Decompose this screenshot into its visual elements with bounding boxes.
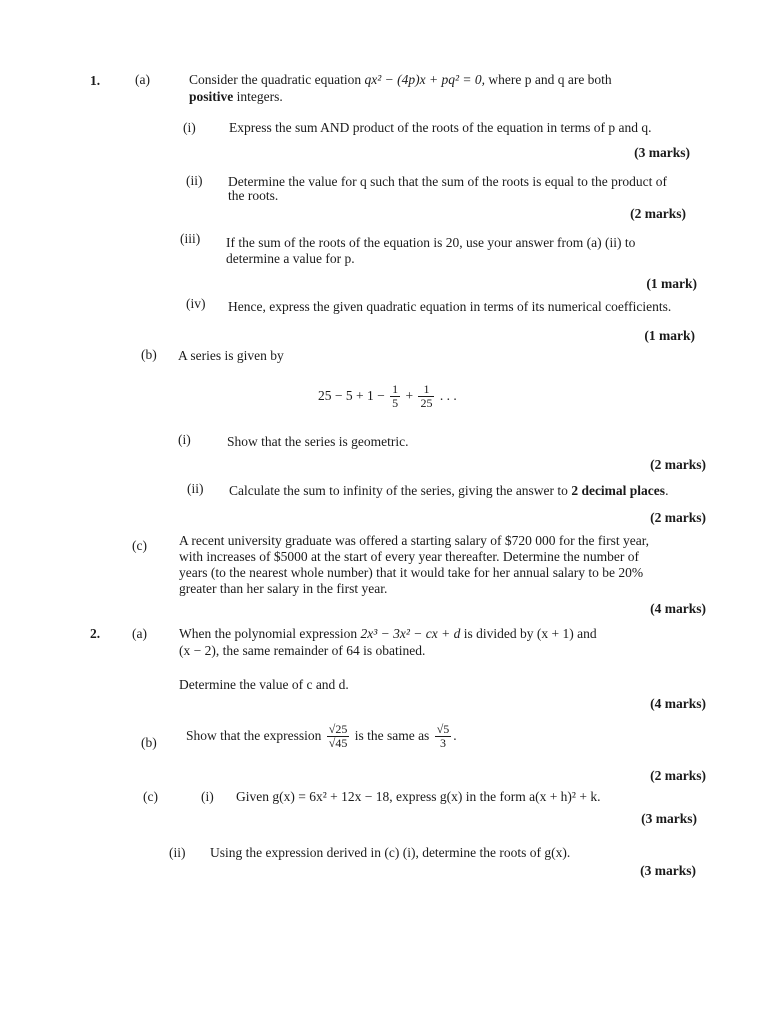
q1a-i-marks: (3 marks)	[634, 145, 690, 160]
q1a-ii-text-line1: Determine the value for q such that the sum of the roots is equal to the product of	[228, 174, 668, 189]
q1a-ii-text-line2: the roots.	[228, 188, 279, 203]
q2b-text-end: .	[453, 728, 457, 744]
q2b-label: (b)	[141, 735, 157, 750]
q2b-fraction-2: $\frac{√5}{3}$	[436, 722, 450, 750]
q1b-ii-marks: (2 marks)	[650, 510, 706, 525]
q2b-fraction-1: $\frac{√25}{√45}$	[328, 722, 348, 750]
q1b-label: (b)	[141, 347, 157, 362]
q1c-marks: (4 marks)	[650, 601, 706, 616]
q1b-i-label: (i)	[178, 432, 191, 447]
q1a-intro-text: Consider the quadratic equation	[189, 72, 362, 87]
q2a-line1-end: is divided by (x + 1) and	[463, 626, 597, 641]
q1a-iii-text-line1: If the sum of the roots of the equation is 20, use your answer from (a) (ii) to	[226, 235, 636, 250]
q1a-intro	[189, 72, 704, 88]
q1a-iv-text: Hence, express the given quadratic equation in terms of its numerical coefficients.	[228, 299, 672, 314]
series-fraction-1: $\frac{1}{5}$	[392, 382, 399, 410]
q1a-iv-marks: (1 mark)	[644, 328, 695, 343]
question-1-number: 1.	[90, 73, 101, 88]
q2b-text-mid: is the same as	[354, 728, 430, 744]
series-start: 25 − 5 + 1 −	[318, 388, 385, 404]
q1c-line3: years (to the nearest whole number) that it would take for her annual salary to be 20%	[179, 565, 644, 580]
q1c-line4: greater than her salary in the first year.	[179, 581, 388, 596]
q2c-label: (c)	[143, 789, 158, 804]
q1a-i-label: (i)	[183, 120, 196, 135]
q1a-intro-end: integers.	[236, 89, 283, 104]
series-ellipsis: . . .	[439, 388, 457, 404]
q2c-i-text: Given g(x) = 6x² + 12x − 18, express g(x) in the form a(x + h)² + k.	[236, 789, 601, 804]
q1a-iv-label: (iv)	[186, 296, 206, 311]
q2a-line1	[179, 626, 597, 642]
q1a-intro-where: where p and q are both	[488, 72, 612, 87]
q2b-text	[186, 723, 457, 749]
q2c-ii-label: (ii)	[169, 845, 186, 860]
q1b-ii-text-bold: 2 decimal places	[571, 483, 666, 498]
q1a-i-text: Express the sum AND product of the roots of the equation in terms of p and q.	[229, 120, 652, 135]
q2a-line2: (x − 2), the same remainder of 64 is obatined.	[179, 643, 426, 658]
q2a-line1-start: When the polynomial expression	[179, 626, 358, 641]
q2c-ii-text: Using the expression derived in (c) (i), determine the roots of g(x).	[210, 845, 571, 860]
q1a-intro-line2	[189, 89, 283, 105]
q1a-iii-marks: (1 mark)	[646, 276, 697, 291]
question-2-number: 2.	[90, 626, 101, 641]
series-fraction-2: $\frac{1}{25}$	[420, 382, 433, 410]
q1a-ii-marks: (2 marks)	[630, 206, 686, 221]
q2a-marks: (4 marks)	[650, 696, 706, 711]
q1b-ii-text-main: Calculate the sum to infinity of the series, giving the answer to	[229, 483, 568, 498]
q2c-i-label: (i)	[201, 789, 214, 804]
q1b-ii-text-end: .	[665, 483, 669, 498]
q2b-text-start: Show that the expression	[186, 728, 322, 744]
q1c-line2: with increases of $5000 at the start of every year thereafter. Determine the number of	[179, 549, 639, 564]
q1a-ii-label: (ii)	[186, 173, 203, 188]
q1c-line1: A recent university graduate was offered a starting salary of $720 000 for the first year,	[179, 533, 650, 548]
q1c-label: (c)	[132, 538, 147, 553]
q1b-ii-text	[229, 483, 668, 499]
q1b-series	[318, 383, 457, 409]
q1a-iii-label: (iii)	[180, 231, 201, 246]
q1a-label: (a)	[135, 72, 150, 87]
q1a-iii-text-line2: determine a value for p.	[226, 251, 355, 266]
q1b-ii-label: (ii)	[187, 481, 204, 496]
q1a-equation: qx² − (4p)x + pq² = 0,	[364, 72, 485, 87]
q1b-i-text: Show that the series is geometric.	[227, 434, 409, 449]
q1b-intro: A series is given by	[178, 348, 284, 363]
series-plus: +	[405, 388, 414, 404]
q1a-bold-positive: positive	[189, 89, 234, 104]
q2c-i-marks: (3 marks)	[641, 811, 697, 826]
q2a-label: (a)	[132, 626, 147, 641]
q2a-line3: Determine the value of c and d.	[179, 677, 349, 692]
q1b-i-marks: (2 marks)	[650, 457, 706, 472]
q2a-polynomial: 2x³ − 3x² − cx + d	[360, 626, 461, 641]
q2b-marks: (2 marks)	[650, 768, 706, 783]
q2c-ii-marks: (3 marks)	[640, 863, 696, 878]
